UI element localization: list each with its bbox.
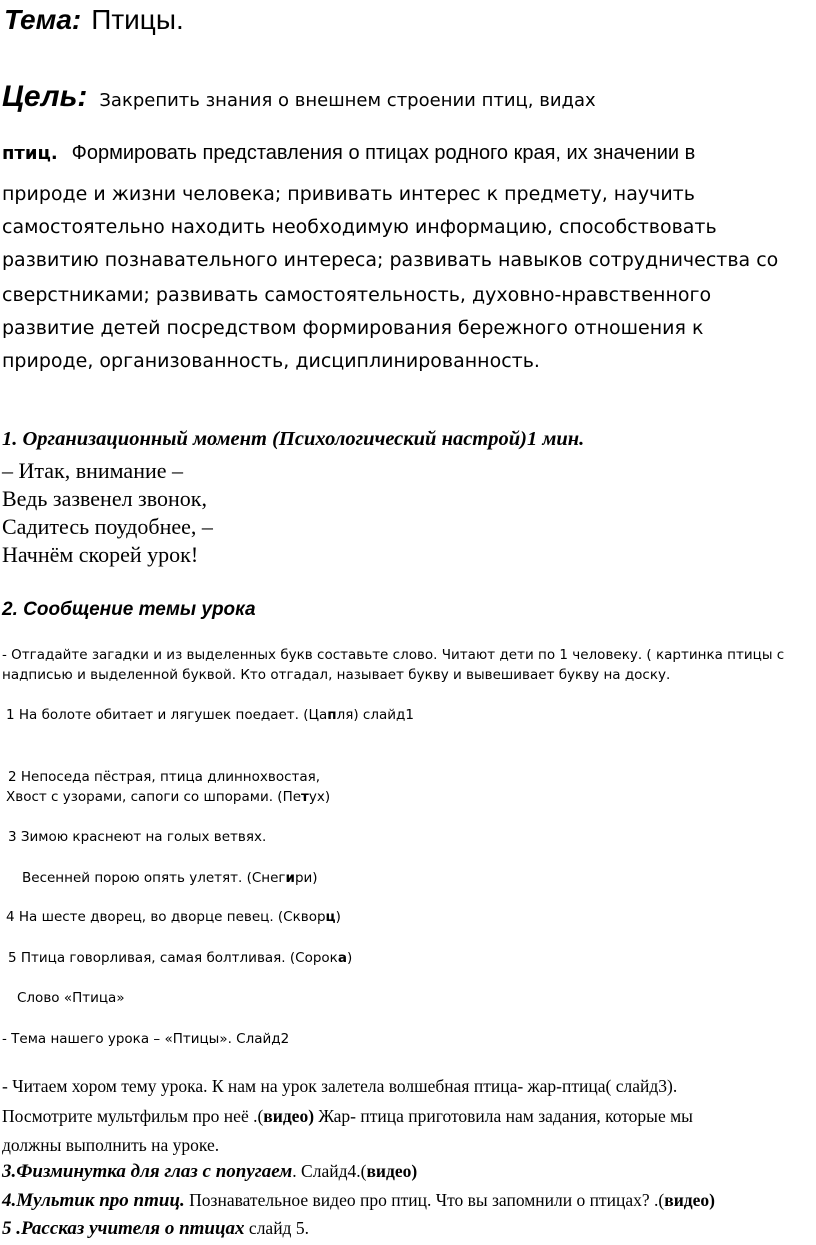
riddle-text: 5 Птица говорливая, самая болтливая. (Сорок	[8, 950, 338, 966]
riddle-highlight-letter: т	[301, 789, 309, 805]
riddle-highlight-letter: а	[337, 950, 347, 966]
video-label: видео)	[664, 1190, 715, 1210]
riddle-text: Хвост с узорами, сапоги со шпорами. (Пе	[6, 789, 302, 805]
riddle-1	[6, 707, 414, 723]
riddle-text: Весенней порою опять улетят. (Снег	[22, 870, 286, 886]
lesson-text: Посмотрите мультфильм про неё .(	[2, 1106, 264, 1126]
section5-title: 5 .Рассказ учителя о птицах	[2, 1218, 245, 1239]
goal-text-line: самостоятельно находить необходимую информацию, способствовать	[2, 216, 717, 238]
riddle-3-line-1: 3 Зимою краснеют на голых ветвях.	[8, 829, 267, 845]
section1-heading: 1. Организационный момент (Психологический настрой)1 мин.	[2, 428, 585, 450]
instruction-line: надписью и выделенной буквой. Кто отгадал, называет букву и вывешивает букву на доску.	[2, 667, 671, 683]
riddle-text: ля) слайд1	[336, 707, 414, 723]
riddle-text: ух)	[308, 789, 331, 805]
topic-line	[4, 4, 184, 36]
goal-label: Цель:	[2, 80, 88, 113]
riddle-3-line-2	[22, 870, 318, 886]
goal-line2-rest: Формировать представления о птицах родного края, их значении в	[71, 142, 696, 164]
riddle-text: )	[335, 909, 341, 925]
riddle-2-line-2	[6, 789, 330, 805]
section4-line	[2, 1190, 715, 1212]
goal-text-line: природе и жизни человека; прививать интерес к предмету, научить	[2, 183, 695, 205]
section5-text: слайд 5.	[244, 1218, 309, 1238]
section4-title: 4.Мультик про птиц.	[2, 1190, 185, 1211]
lesson-paragraph-line-3: должны выполнить на уроке.	[2, 1135, 220, 1155]
riddle-5	[8, 950, 352, 966]
section2-heading: 2. Сообщение темы урока	[2, 599, 256, 620]
riddle-2-line-1: 2 Непоседа пёстрая, птица длиннохвостая,	[8, 769, 321, 785]
topic-value: Птицы.	[91, 4, 184, 35]
riddle-4	[6, 909, 341, 925]
goal-text-line: сверстниками; развивать самостоятельность, духовно-нравственного	[2, 284, 712, 306]
goal-text-line: развитию познавательного интереса; развивать навыков сотрудничества со	[2, 249, 779, 271]
lesson-text: Жар- птица приготовила нам задания, которые мы	[314, 1106, 693, 1126]
poem-line: Начнём скорей урок!	[2, 542, 199, 567]
section3-text: . Слайд4.(	[292, 1161, 367, 1181]
instruction-line: - Отгадайте загадки и из выделенных букв составьте слово. Читают дети по 1 человеку. ( картинка птицы с	[2, 647, 785, 663]
goal-line2-start: птиц.	[2, 143, 58, 164]
lesson-paragraph-line-2	[2, 1106, 693, 1127]
goal-text-line: развитие детей посредством формирования бережного отношения к	[2, 317, 704, 339]
lesson-paragraph-line-1: - Читаем хором тему урока. К нам на урок залетела волшебная птица- жар-птица( слайд3).	[2, 1076, 678, 1096]
answer-word: Слово «Птица»	[17, 990, 125, 1006]
video-label: видео)	[366, 1161, 418, 1181]
goal-text-line: природе, организованность, дисциплинированность.	[2, 350, 540, 372]
section5-line	[2, 1218, 309, 1240]
riddle-text: ри)	[294, 870, 318, 886]
riddle-text: 1 На болоте обитает и лягушек поедает. (Ца	[6, 707, 328, 723]
goal-line-1	[2, 80, 596, 114]
riddle-text: 4 На шесте дворец, во дворце певец. (Сквор	[6, 909, 326, 925]
poem-line: Садитесь поудобнее, –	[2, 514, 213, 539]
topic-label: Тема:	[4, 4, 82, 35]
goal-intro: Закрепить знания о внешнем строении птиц, видах	[99, 90, 596, 111]
section3-line	[2, 1161, 417, 1183]
riddle-highlight-letter: и	[285, 870, 295, 886]
poem-line: Ведь зазвенел звонок,	[2, 486, 207, 511]
lesson-topic-line: - Тема нашего урока – «Птицы». Слайд2	[2, 1031, 290, 1047]
section3-title: 3.Физминутка для глаз с попугаем	[2, 1161, 293, 1182]
video-label: видео)	[263, 1106, 315, 1126]
poem-line: – Итак, внимание –	[2, 458, 184, 483]
section4-text: Познавательное видео про птиц. Что вы запомнили о птицах? .(	[184, 1190, 665, 1210]
riddle-highlight-letter: п	[327, 707, 337, 723]
riddle-text: )	[346, 950, 353, 966]
goal-line-2	[2, 142, 695, 165]
riddle-highlight-letter: ц	[325, 909, 336, 925]
